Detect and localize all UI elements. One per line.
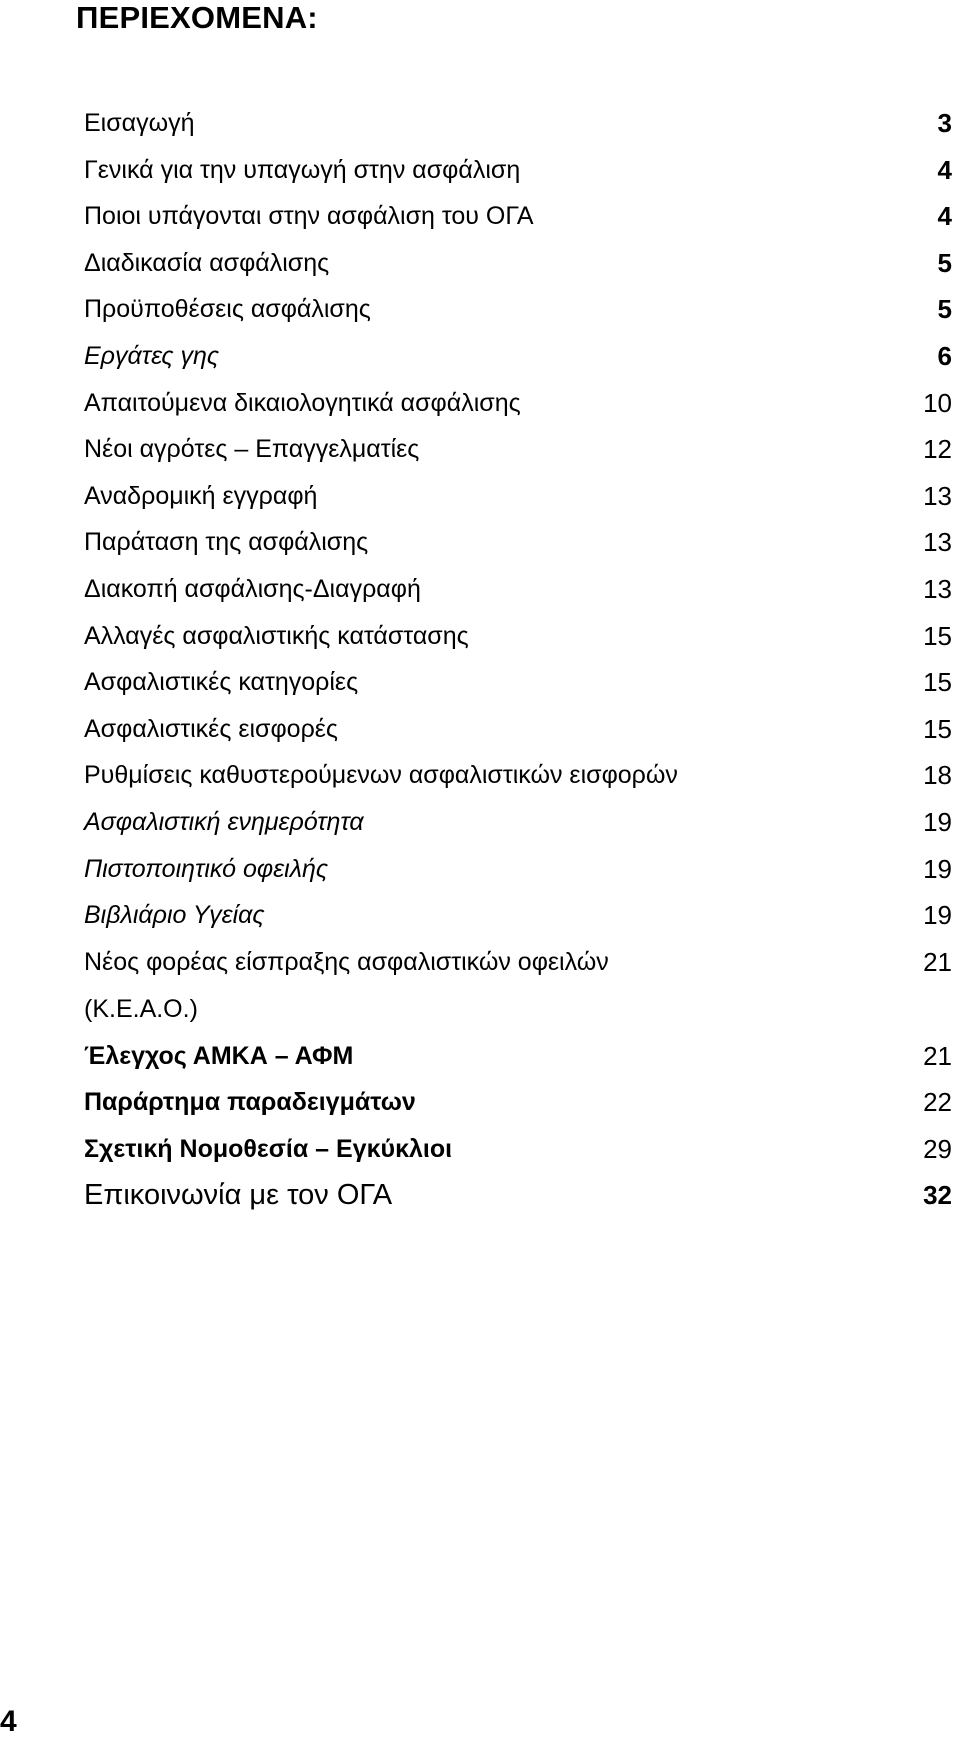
toc-entry-title: Ασφαλιστικές εισφορές	[84, 714, 338, 743]
toc-entry	[84, 892, 952, 939]
toc-entry-page: 19	[923, 806, 952, 837]
toc-entry-title: Ποιοι υπάγονται στην ασφάλιση του ΟΓΑ	[84, 202, 534, 231]
toc-entry	[84, 286, 952, 333]
toc-entry-page: 5	[937, 247, 952, 278]
toc-entry-page: 13	[923, 527, 952, 558]
toc-entry	[84, 1172, 952, 1219]
toc-entry-page: 13	[923, 480, 952, 511]
toc-entry-title: Σχετική Νομοθεσία – Εγκύκλιοι	[84, 1134, 453, 1163]
toc-entry-page: 19	[923, 900, 952, 931]
toc-entry	[84, 1033, 952, 1080]
toc-entry-title: Εισαγωγή	[84, 109, 195, 137]
toc-entry	[84, 939, 952, 1033]
toc-entry	[84, 426, 952, 473]
toc-entry-page: 32	[923, 1180, 952, 1211]
toc-entry-title: Διακοπή ασφάλισης-Διαγραφή	[84, 574, 421, 603]
toc-entry	[84, 100, 952, 147]
toc-entry-title: Νέος φορέας είσπραξης ασφαλιστικών οφειλών (Κ.Ε.Α.Ο.)	[84, 947, 609, 1023]
toc-entry	[84, 193, 952, 240]
toc-entry-title: Επικοινωνία με τον ΟΓΑ	[84, 1179, 393, 1212]
toc-entry	[84, 473, 952, 520]
toc-entry-page: 22	[923, 1087, 952, 1118]
toc-entry-page: 12	[923, 434, 952, 465]
table-of-contents	[84, 100, 952, 1219]
page-title: ΠΕΡΙΕΧΟΜΕΝΑ:	[76, 0, 318, 35]
toc-entry-title: Παράρτημα παραδειγμάτων	[84, 1088, 416, 1117]
toc-entry-title: Πιστοποιητικό οφειλής	[84, 854, 329, 883]
toc-entry-title: Βιβλιάριο Υγείας	[84, 901, 265, 930]
toc-entry	[84, 333, 952, 380]
toc-entry-page: 21	[923, 946, 952, 977]
toc-entry	[84, 752, 952, 799]
toc-entry	[84, 1079, 952, 1126]
toc-entry-page: 5	[937, 294, 952, 325]
toc-entry	[84, 380, 952, 427]
toc-entry-page: 4	[937, 154, 952, 185]
toc-entry-page: 19	[923, 853, 952, 884]
toc-entry-page: 15	[923, 620, 952, 651]
toc-entry	[84, 613, 952, 660]
toc-entry	[84, 240, 952, 287]
toc-entry	[84, 566, 952, 613]
toc-entry-title: Νέοι αγρότες – Επαγγελματίες	[84, 435, 420, 464]
toc-entry-title: Αναδρομική εγγραφή	[84, 481, 318, 510]
toc-entry-title: Προϋποθέσεις ασφάλισης	[84, 295, 371, 324]
toc-entry-page: 6	[937, 340, 952, 371]
toc-entry-title: Απαιτούμενα δικαιολογητικά ασφάλισης	[84, 388, 521, 417]
toc-entry-page: 21	[923, 1040, 952, 1071]
toc-entry	[84, 659, 952, 706]
toc-entry-title: Ασφαλιστική ενημερότητα	[84, 807, 364, 836]
toc-entry-title: Ασφαλιστικές κατηγορίες	[84, 668, 359, 697]
toc-entry-page: 15	[923, 713, 952, 744]
toc-entry-title: Διαδικασία ασφάλισης	[84, 248, 330, 277]
toc-entry-page: 4	[937, 201, 952, 232]
toc-entry-page: 3	[937, 108, 952, 138]
footer-page-number: 4	[0, 1705, 17, 1738]
toc-entry	[84, 1126, 952, 1173]
toc-entry-page: 18	[923, 760, 952, 791]
toc-entry	[84, 706, 952, 753]
toc-entry-page: 15	[923, 667, 952, 698]
toc-entry-title: Ρυθμίσεις καθυστερούμενων ασφαλιστικών εισφορών	[84, 761, 678, 790]
toc-entry-title: Παράταση της ασφάλισης	[84, 528, 369, 557]
toc-entry-title: Αλλαγές ασφαλιστικής κατάστασης	[84, 621, 469, 650]
toc-entry-page: 13	[923, 573, 952, 604]
toc-entry	[84, 846, 952, 893]
toc-entry-title: Εργάτες γης	[84, 341, 220, 370]
toc-entry	[84, 147, 952, 194]
toc-entry-page: 10	[923, 387, 952, 418]
toc-entry	[84, 519, 952, 566]
toc-entry-page: 29	[923, 1133, 952, 1164]
toc-entry-title: Έλεγχος ΑΜΚΑ – ΑΦΜ	[84, 1041, 354, 1070]
toc-entry	[84, 799, 952, 846]
toc-entry-title: Γενικά για την υπαγωγή στην ασφάλιση	[84, 155, 521, 184]
